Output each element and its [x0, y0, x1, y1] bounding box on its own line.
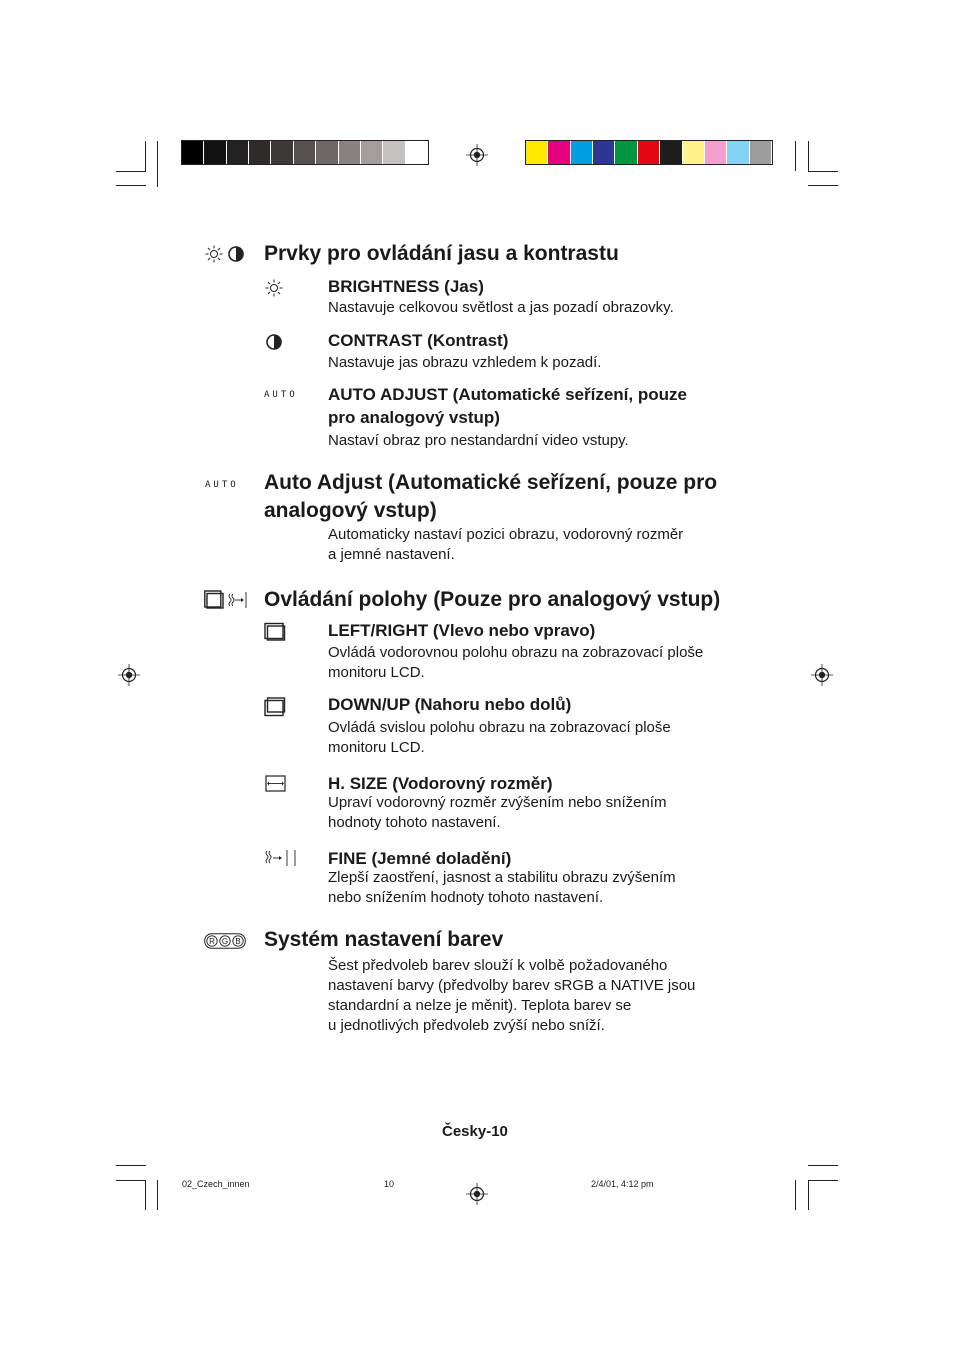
color-swatch — [271, 141, 292, 164]
color-swatch — [182, 141, 203, 164]
brightness-icon — [265, 279, 283, 297]
section-title-position: Ovládání polohy (Pouze pro analogový vstup) — [264, 588, 721, 611]
color-swatch — [361, 141, 382, 164]
h-size-label: H. SIZE (Vodorovný rozměr) — [328, 774, 553, 793]
color-swatch — [593, 141, 614, 164]
fine-label: FINE (Jemné doladění) — [328, 849, 512, 868]
color-swatch — [227, 141, 248, 164]
contrast-description: Nastavuje jas obrazu vzhledem k pozadí. — [328, 354, 602, 371]
contrast-icon — [227, 245, 245, 263]
color-swatch — [705, 141, 726, 164]
section-title-brightness-contrast: Prvky pro ovládání jasu a kontrastu — [264, 242, 619, 265]
color-swatch — [660, 141, 681, 164]
color-swatch — [683, 141, 704, 164]
down-up-description: Ovládá svislou polohu obrazu na zobrazovací ploše monitoru LCD. — [328, 719, 671, 756]
svg-text:G: G — [221, 937, 229, 946]
color-swatch — [316, 141, 337, 164]
color-swatch — [383, 141, 404, 164]
fine-description: Zlepší zaostření, jasnost a stabilitu obrazu zvýšením nebo snížením hodnoty tohoto nastavení. — [328, 869, 676, 906]
rgb-icon — [204, 933, 246, 949]
down-up-icon — [264, 697, 286, 717]
auto-adjust-description: Nastaví obraz pro nestandardní video vstupy. — [328, 432, 629, 449]
color-swatch — [548, 141, 569, 164]
footer-filename: 02_Czech_innen — [182, 1179, 250, 1189]
color-description: Šest předvoleb barev slouží k volbě požadovaného nastavení barvy (předvolby barev sRGB a NATIVE jsou standardní a nelze je měnit). Teplota barev se u jednotlivých předvoleb zvýší nebo sníží. — [328, 957, 696, 1034]
color-swatch — [204, 141, 225, 164]
fine-icon — [265, 848, 297, 868]
color-swatch — [249, 141, 270, 164]
registration-mark-icon — [118, 664, 140, 686]
gray-calibration-bar — [181, 140, 429, 165]
svg-text:B: B — [235, 937, 241, 946]
color-swatch — [727, 141, 748, 164]
color-swatch — [406, 141, 427, 164]
auto-adjust-label: AUTO ADJUST (Automatické seřízení, pouze pro analogový vstup) — [328, 385, 687, 427]
footer-page: 10 — [384, 1179, 395, 1189]
left-right-label: LEFT/RIGHT (Vlevo nebo vpravo) — [328, 621, 596, 640]
section-title-auto-adjust: Auto Adjust (Automatické seřízení, pouze pro analogový vstup) — [264, 471, 718, 522]
color-swatch — [750, 141, 771, 164]
color-swatch — [571, 141, 592, 164]
page-number: Česky-10 — [442, 1123, 508, 1140]
footer-date: 2/4/01, 4:12 pm — [591, 1179, 654, 1189]
auto-icon: AUTO — [264, 390, 298, 400]
auto-icon: AUTO — [205, 480, 239, 490]
section-title-color: Systém nastavení barev — [264, 928, 504, 951]
registration-mark-icon — [811, 664, 833, 686]
contrast-icon — [265, 333, 283, 351]
contrast-label: CONTRAST (Kontrast) — [328, 331, 509, 350]
brightness-icon — [205, 245, 223, 263]
color-calibration-bar — [525, 140, 773, 165]
left-right-description: Ovládá vodorovnou polohu obrazu na zobrazovací ploše monitoru LCD. — [328, 644, 704, 681]
auto-adjust-section-description: Automaticky nastaví pozici obrazu, vodorovný rozměr a jemné nastavení. — [328, 526, 684, 563]
registration-mark-icon — [466, 144, 488, 166]
color-swatch — [526, 141, 547, 164]
brightness-description: Nastavuje celkovou světlost a jas pozadí obrazovky. — [328, 299, 674, 316]
color-swatch — [615, 141, 636, 164]
brightness-label: BRIGHTNESS (Jas) — [328, 277, 484, 296]
position-icon — [204, 590, 248, 610]
h-size-icon — [265, 775, 287, 793]
svg-text:R: R — [209, 937, 215, 946]
color-swatch — [294, 141, 315, 164]
registration-mark-icon — [466, 1183, 488, 1205]
down-up-label: DOWN/UP (Nahoru nebo dolů) — [328, 695, 572, 714]
color-swatch — [339, 141, 360, 164]
left-right-icon — [264, 622, 286, 642]
color-swatch — [638, 141, 659, 164]
h-size-description: Upraví vodorovný rozměr zvýšením nebo snížením hodnoty tohoto nastavení. — [328, 794, 667, 831]
